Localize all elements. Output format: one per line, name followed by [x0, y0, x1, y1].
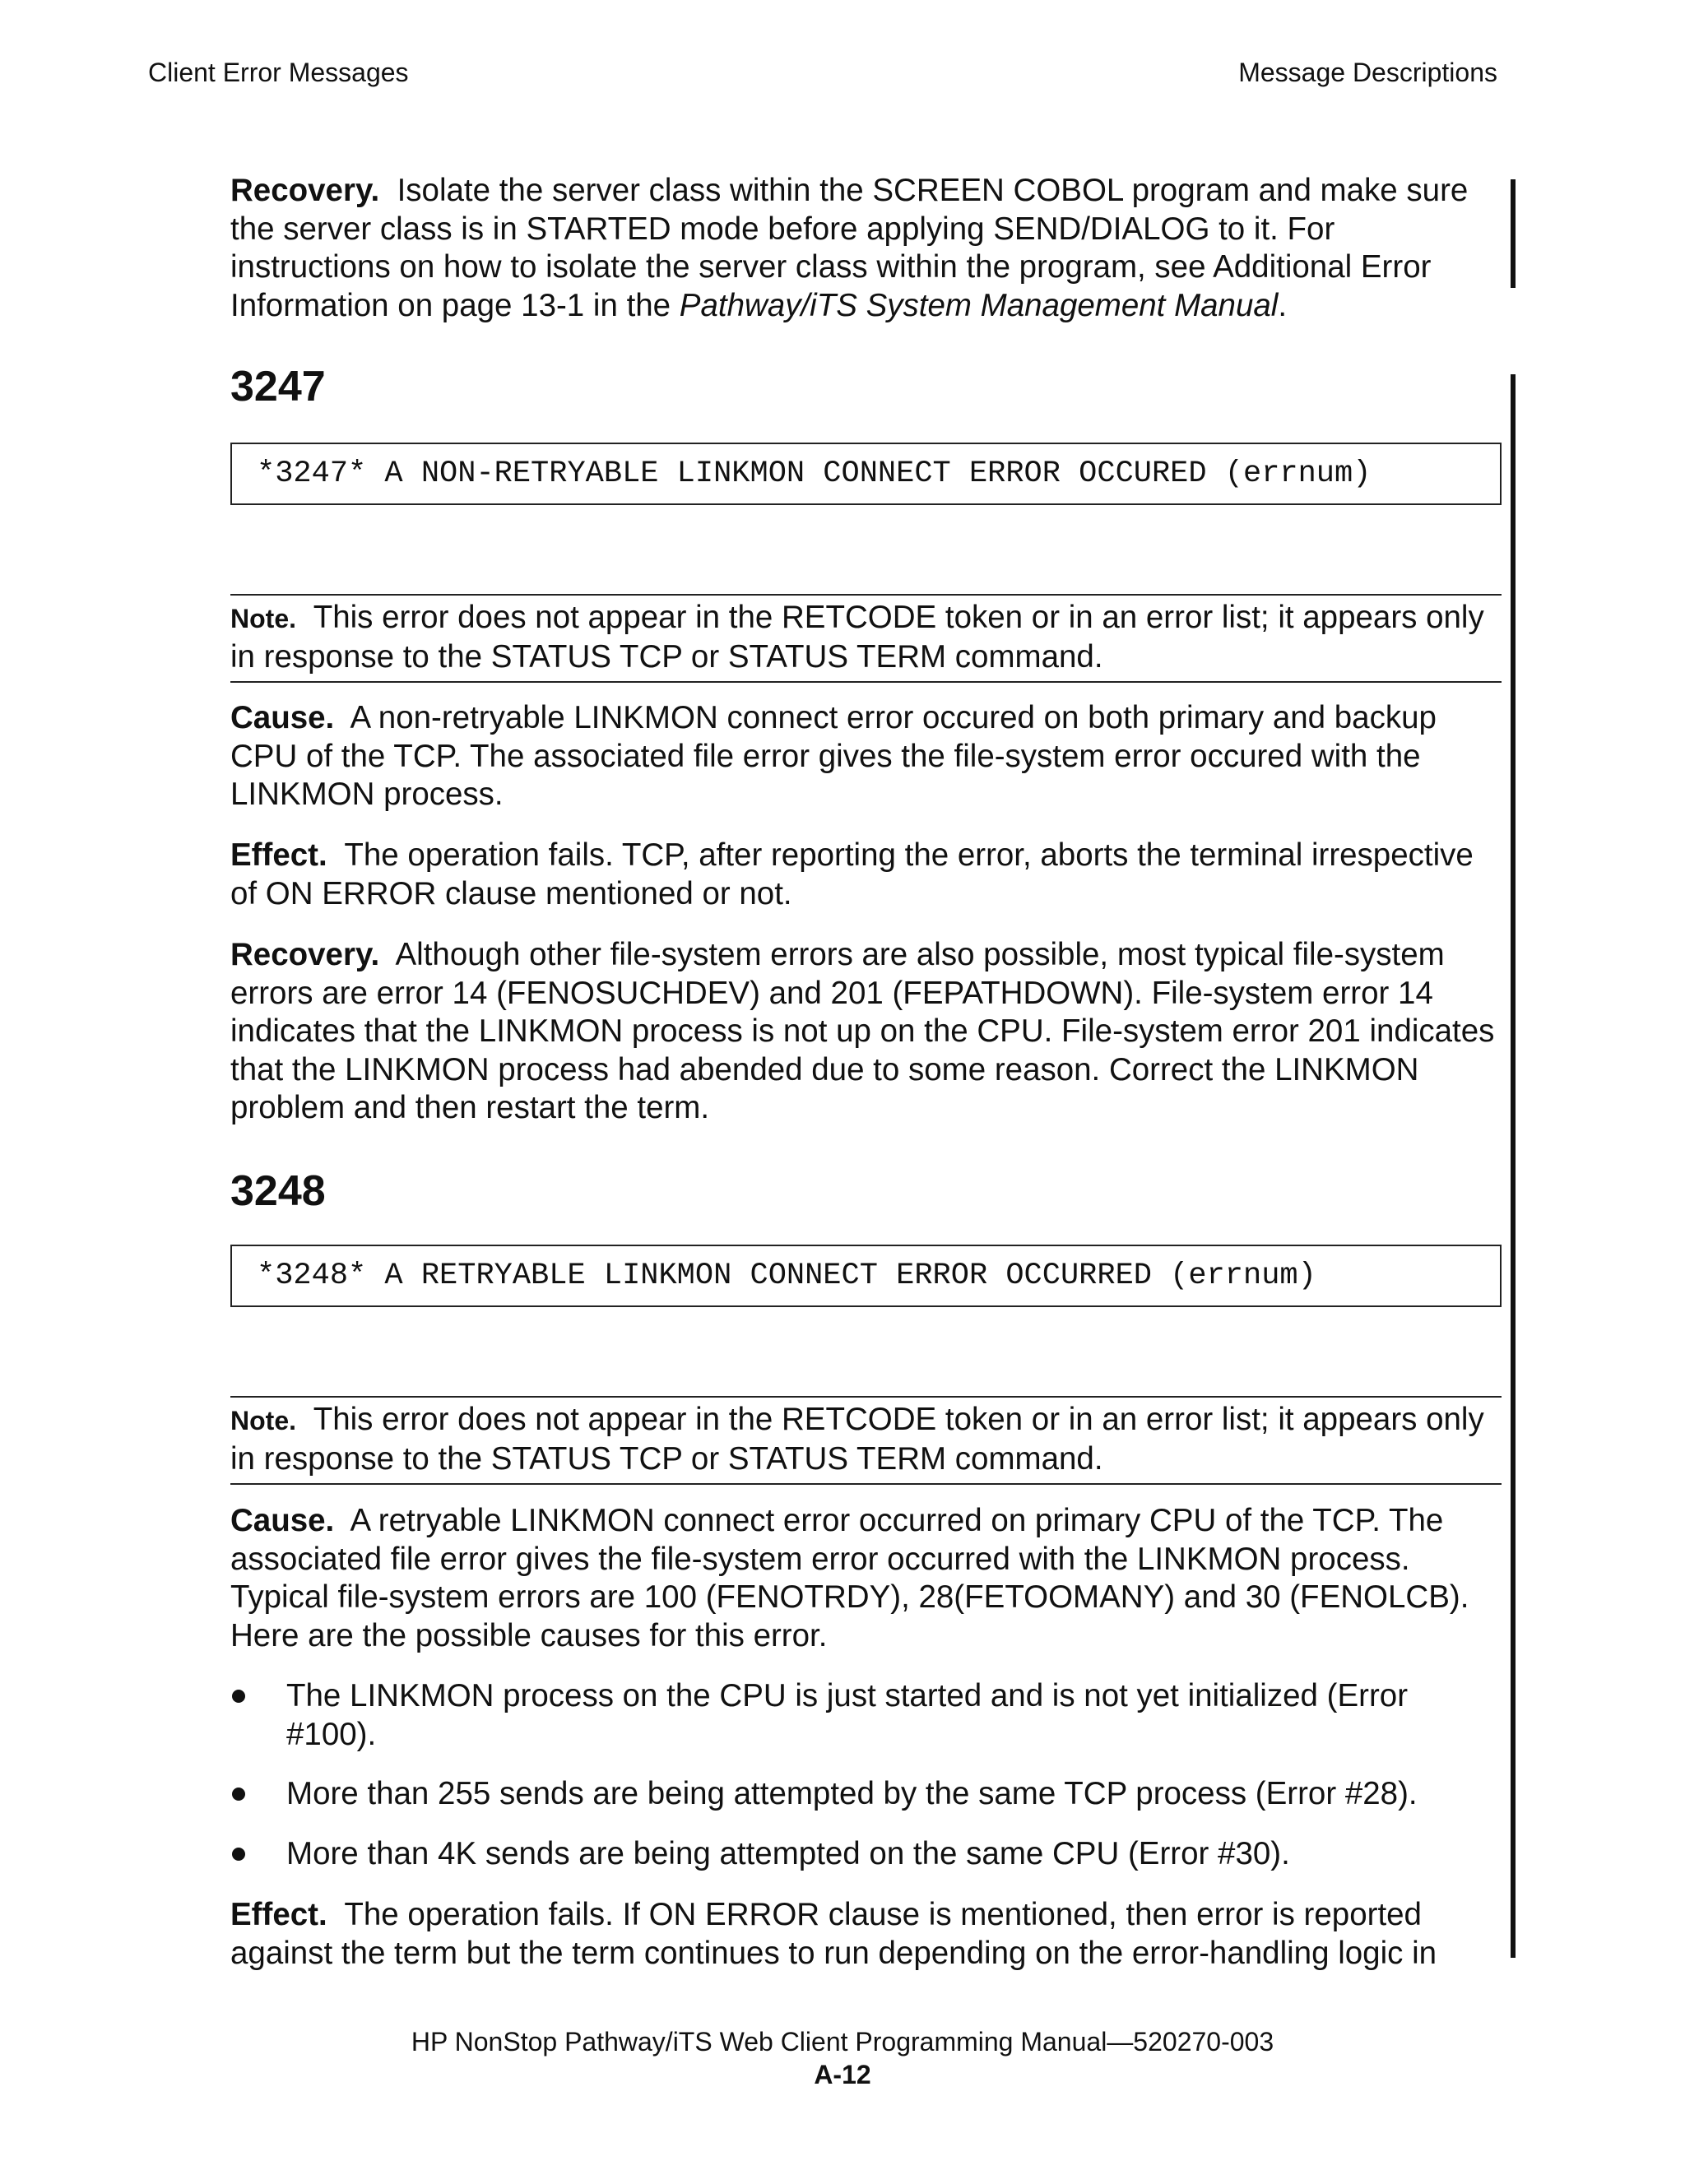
message-text-box: *3247* A NON-RETRYABLE LINKMON CONNECT ERROR OCCURED (errnum) — [230, 443, 1502, 505]
bullet-list-wrap — [230, 1677, 1502, 1873]
cause-text: A retryable LINKMON connect error occurred on primary CPU of the TCP. The associated file error gives the file-system error occurred with the LINKMON process. Typical file-system errors are 100 (FENOTRDY), 28(FETOOMANY) and 30 (FENOLCB). Here are the possible causes for this error. — [230, 1503, 1469, 1653]
message-box-wrap — [230, 1245, 1502, 1307]
bullet-icon — [232, 1788, 245, 1801]
change-bar — [1511, 179, 1516, 288]
note-wrap — [230, 1396, 1502, 1485]
bullet-icon — [232, 1690, 245, 1703]
list-item — [230, 1677, 1502, 1754]
note-wrap — [230, 594, 1502, 683]
recovery-label: Recovery. — [230, 173, 380, 208]
cause-wrap — [230, 1502, 1502, 1655]
list-item — [230, 1775, 1502, 1814]
manual-title: Pathway/iTS System Management Manual — [679, 287, 1279, 323]
effect-wrap — [230, 837, 1502, 913]
list-item — [230, 1835, 1502, 1874]
message-section-3247 — [230, 362, 1502, 411]
message-heading: 3247 — [230, 363, 326, 410]
recovery-paragraph — [230, 172, 1502, 325]
note-box — [230, 1396, 1502, 1485]
list-item-text: More than 4K sends are being attempted on the same CPU (Error #30). — [286, 1835, 1290, 1871]
effect-label: Effect. — [230, 837, 327, 873]
note-text: This error does not appear in the RETCODE token or in an error list; it appears only in response to the STATUS TCP or STATUS TERM command. — [230, 600, 1484, 675]
cause-paragraph — [230, 1502, 1502, 1655]
message-box-wrap — [230, 443, 1502, 505]
note-box — [230, 594, 1502, 683]
page-footer — [0, 2025, 1685, 2091]
cause-label: Cause. — [230, 1503, 335, 1538]
footer-title: HP NonStop Pathway/iTS Web Client Programming Manual—520270-003 — [411, 2027, 1274, 2056]
effect-paragraph — [230, 1896, 1502, 1973]
recovery-paragraph — [230, 936, 1502, 1128]
recovery-text: Although other file-system errors are also possible, most typical file-system errors are error 14 (FENOSUCHDEV) and 201 (FEPATHDOWN). File-system error 14 indicates that the LINKMON process is not up on the CPU. File-system error 201 indicates that the LINKMON process had abended due to some reason. Correct the LINKMON problem and then restart the term. — [230, 937, 1495, 1125]
change-bar — [1511, 374, 1516, 1958]
cause-wrap — [230, 699, 1502, 814]
recovery-label: Recovery. — [230, 937, 380, 972]
note-text: This error does not appear in the RETCODE token or in an error list; it appears only in response to the STATUS TCP or STATUS TERM command. — [230, 1402, 1484, 1477]
page-number: A-12 — [814, 2060, 871, 2089]
bullet-icon — [232, 1848, 245, 1861]
effect-paragraph — [230, 837, 1502, 913]
cause-paragraph — [230, 699, 1502, 814]
effect-text: The operation fails. If ON ERROR clause is mentioned, then error is reported against the term but the term continues to run depending on the error-handling logic in — [230, 1897, 1437, 1971]
cause-bullet-list — [230, 1677, 1502, 1873]
note-label: Note. — [230, 1406, 296, 1435]
effect-wrap — [230, 1896, 1502, 1973]
list-item-text: More than 255 sends are being attempted by the same TCP process (Error #28). — [286, 1776, 1418, 1811]
effect-text: The operation fails. TCP, after reporting the error, aborts the terminal irrespective of ON ERROR clause mentioned or not. — [230, 837, 1474, 911]
cause-label: Cause. — [230, 700, 335, 735]
recovery-end: . — [1278, 287, 1288, 323]
effect-label: Effect. — [230, 1897, 327, 1932]
list-item-text: The LINKMON process on the CPU is just started and is not yet initialized (Error #100). — [286, 1678, 1409, 1752]
recovery-text: Isolate the server class within the SCREEN COBOL program and make sure the server class is in STARTED mode before applying SEND/DIALOG to it. For instructions on how to isolate the server class within the program, see Additional Error Information on page 13-1 in the — [230, 173, 1469, 323]
message-heading: 3248 — [230, 1167, 326, 1215]
recovery-wrap — [230, 936, 1502, 1128]
intro-section — [230, 172, 1502, 325]
cause-text: A non-retryable LINKMON connect error occured on both primary and backup CPU of the TCP. The associated file error gives the file-system error occured with the LINKMON process. — [230, 700, 1437, 812]
note-label: Note. — [230, 604, 296, 633]
message-text-box: *3248* A RETRYABLE LINKMON CONNECT ERROR OCCURRED (errnum) — [230, 1245, 1502, 1307]
message-section-3248 — [230, 1166, 1502, 1216]
running-header-left: Client Error Messages — [148, 58, 409, 87]
running-header-right: Message Descriptions — [1238, 58, 1497, 87]
